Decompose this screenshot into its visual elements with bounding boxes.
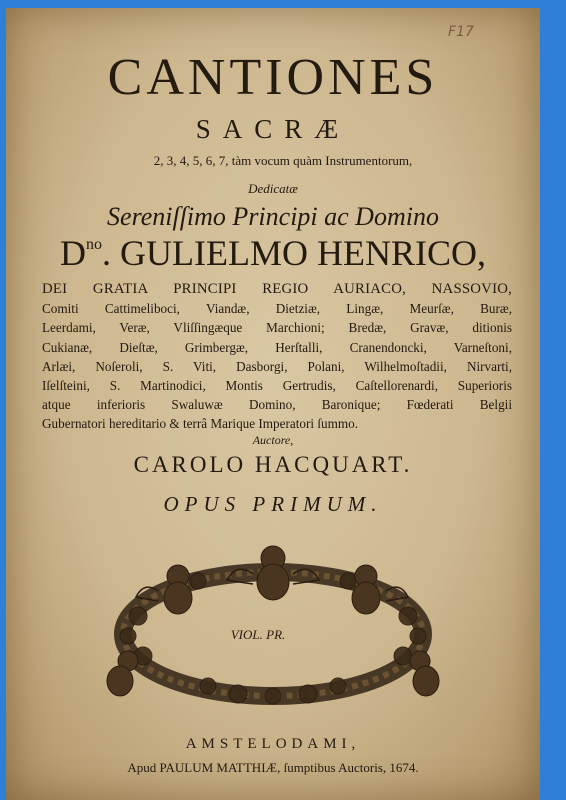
title-page xyxy=(6,8,540,800)
imprint-line: Apud PAULUM MATTHIÆ, ſumptibus Auctoris, 1674. xyxy=(127,760,419,775)
opus-number: OPUS PRIMUM. xyxy=(163,492,383,516)
titles-block xyxy=(42,280,512,434)
voices-line: 2, 3, 4, 5, 6, 7, tàm vocum quàm Instrumentorum, xyxy=(153,153,413,168)
name-prefix: D xyxy=(60,233,87,273)
titles-line: DEI GRATIA PRINCIPI REGIO AURIACO, NASSOVIO, xyxy=(42,281,512,297)
titles-line: Leerdami, Veræ, Vliſſingæque Marchioni; Bredæ, Gravæ, ditionis xyxy=(42,320,512,336)
author-name: CAROLO HACQUART. xyxy=(133,452,413,477)
titles-line: Arlæi, Noſeroli, S. Viti, Dasborgi, Polani, Wilhelmoſtadii, Nirvarti, xyxy=(42,358,512,374)
name-text: . GULIELMO HENRICO, xyxy=(102,233,486,273)
titles-line: Gubernatori hereditario & terrâ Marique Imperatori ſummo. xyxy=(42,416,359,432)
vignette-label: VIOL. PR. xyxy=(230,627,286,642)
auctore-label: Auctore, xyxy=(252,433,294,447)
work-subtitle: SACRÆ xyxy=(195,114,351,144)
titles-line: atque inferioris Swaluwæ Domino, Baronique; Fœderati Belgii xyxy=(42,397,512,413)
titles-line: Cukianæ, Dieſtæ, Grimbergæ, Herſtalli, Cranendoncki, Varneſtoni, xyxy=(42,339,512,355)
name-prefix-superscript: no xyxy=(86,236,103,253)
patron-line: Sereniſſimo Principi ac Domino xyxy=(107,202,439,231)
work-title: CANTIONES xyxy=(107,49,439,106)
archive-shelfmark: F17 xyxy=(448,24,474,40)
titles-line: Iſelſteini, S. Martinodici, Montis Gertrudis, Caſtellorenardi, Superioris xyxy=(42,378,512,394)
dedication-intro: Dedicatæ xyxy=(248,181,298,196)
imprint-place: AMSTELODAMI, xyxy=(185,736,361,752)
dedicatee-name xyxy=(6,232,540,274)
cherub-wreath-vignette xyxy=(98,536,448,714)
titles-line: Comiti Cattimeliboci, Viandæ, Dietziæ, Lingæ, Meurſæ, Buræ, xyxy=(42,301,512,317)
